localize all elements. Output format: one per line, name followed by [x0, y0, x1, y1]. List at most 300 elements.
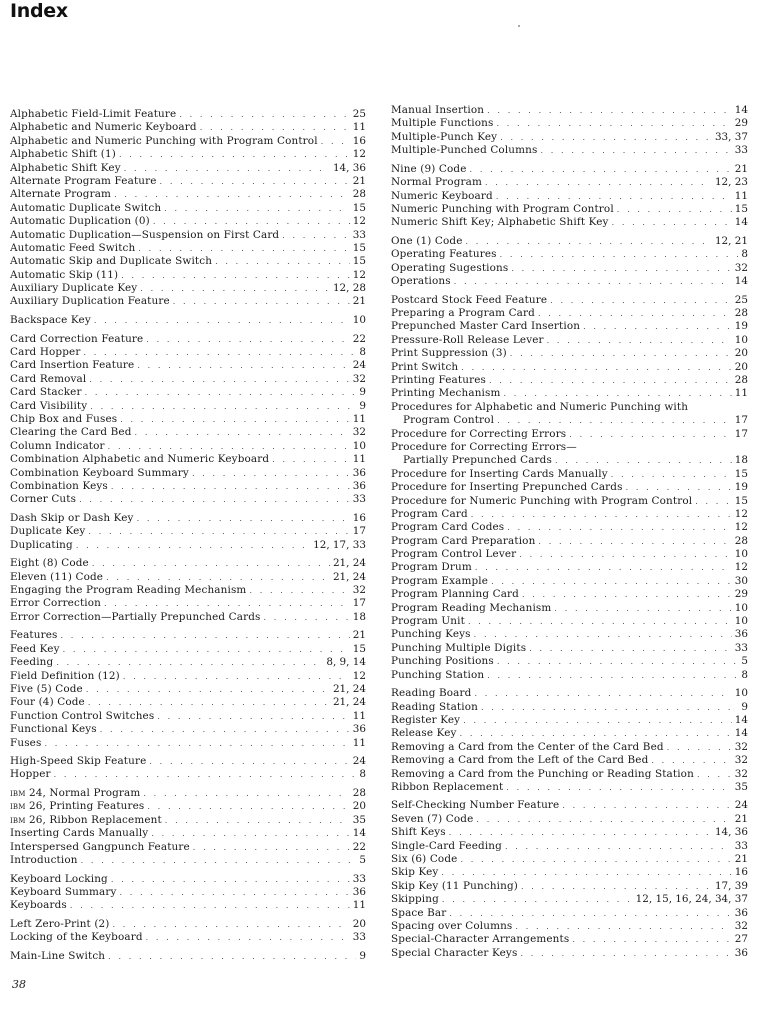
index-term: Procedures for Alphabetic and Numeric Punching with	[391, 400, 689, 413]
index-entry	[10, 175, 366, 188]
index-entry	[10, 584, 366, 597]
page-references: 20	[734, 347, 748, 360]
index-term: Punching Multiple Digits	[391, 641, 527, 654]
dot-leader	[200, 121, 350, 134]
index-entry	[10, 571, 366, 584]
index-entry	[391, 262, 748, 275]
dot-leader	[468, 615, 732, 628]
page-references: 21	[734, 812, 748, 825]
dot-leader	[611, 468, 732, 481]
index-term: Auxiliary Duplication Feature	[10, 295, 170, 308]
index-entry	[391, 714, 748, 727]
page-references: 32	[734, 261, 748, 274]
index-term: Functional Keys	[10, 723, 97, 736]
dot-leader	[695, 495, 732, 508]
index-term: Keyboard Summary	[10, 885, 117, 898]
index-entry	[391, 454, 748, 467]
index-term: Spacing over Columns	[391, 919, 513, 932]
index-entry	[391, 548, 748, 561]
dot-leader	[460, 853, 731, 866]
page-references: 14	[734, 216, 748, 229]
index-entry	[10, 242, 366, 255]
index-term: Register Key	[391, 713, 461, 726]
page-references: 12	[352, 268, 366, 281]
index-term: Automatic Skip and Duplicate Switch	[10, 255, 213, 268]
dot-leader	[192, 467, 350, 480]
dot-leader	[111, 873, 350, 886]
index-term: Combination Keys	[10, 479, 108, 492]
dot-leader	[510, 347, 732, 360]
index-term: Error Correction—Partially Prepunched Cards	[10, 610, 261, 623]
index-entry	[10, 918, 366, 931]
index-entry	[391, 741, 748, 754]
page-references: 21	[352, 295, 366, 308]
dot-leader	[612, 216, 732, 229]
dot-leader	[497, 655, 739, 668]
index-entry	[10, 696, 366, 709]
dot-leader	[157, 710, 349, 723]
page-references: 8	[359, 768, 366, 781]
index-entry	[391, 117, 748, 130]
index-entry	[10, 931, 366, 944]
page-references: 14	[734, 275, 748, 288]
dot-leader	[272, 453, 350, 466]
page-references: 11	[352, 121, 366, 134]
index-term: Punching Station	[391, 668, 485, 681]
page-references: 18	[352, 610, 366, 623]
index-entry	[391, 669, 748, 682]
index-term: Skipping	[391, 893, 439, 906]
page-references: 14	[734, 727, 748, 740]
index-entry	[10, 557, 366, 570]
index-term: Release Key	[391, 727, 457, 740]
index-entry	[391, 701, 748, 714]
index-entry	[391, 481, 748, 494]
index-entry	[10, 314, 366, 327]
page-references: 28	[352, 787, 366, 800]
index-entry	[391, 428, 748, 441]
dot-leader	[538, 307, 732, 320]
dot-leader	[94, 314, 350, 327]
dot-leader	[519, 548, 731, 561]
index-entry	[391, 387, 748, 400]
index-term: Program Card Codes	[391, 521, 505, 534]
index-term: Skip Key (11 Punching)	[391, 879, 518, 892]
index-term: Card Removal	[10, 372, 87, 385]
dot-leader	[471, 508, 732, 521]
index-entry	[10, 413, 366, 426]
dot-leader	[88, 696, 330, 709]
index-term: Alternate Program	[10, 188, 112, 201]
page-references: 16	[352, 134, 366, 147]
index-entry	[10, 899, 366, 912]
page-references: 19	[734, 481, 748, 494]
page-references: 11	[352, 736, 366, 749]
index-term-continuation: Program Control	[403, 414, 495, 427]
dot-leader	[120, 413, 350, 426]
index-letter-group	[10, 557, 366, 624]
index-term: Automatic Duplication (0)	[10, 215, 150, 228]
index-entry	[391, 655, 748, 668]
page-references: 16	[734, 866, 748, 879]
dot-leader	[160, 175, 350, 188]
page-references: 14	[734, 104, 748, 116]
dot-leader	[124, 162, 330, 175]
index-letter-group	[10, 873, 366, 913]
page-references: 20	[352, 917, 366, 930]
page-references: 21, 24	[332, 696, 366, 709]
dot-leader	[529, 642, 732, 655]
index-term: Alphabetic Field-Limit Feature	[10, 108, 177, 120]
index-term: Interspersed Gangpunch Feature	[10, 840, 190, 853]
dot-leader	[583, 320, 732, 333]
dot-leader	[321, 135, 350, 148]
dot-leader	[100, 723, 350, 736]
page-references: 9	[359, 949, 366, 962]
index-entry	[391, 307, 748, 320]
page-references: 8	[741, 668, 748, 681]
index-term: Removing a Card from the Left of the Card Bed	[391, 754, 649, 767]
index-entry	[391, 727, 748, 740]
index-entry	[10, 453, 366, 466]
page-references: 24	[352, 359, 366, 372]
page-references: 21, 24	[332, 557, 366, 570]
index-entry	[10, 814, 366, 827]
index-term: Auxiliary Duplicate Key	[10, 282, 138, 295]
index-entry	[391, 826, 748, 839]
index-term: ibm 26, Ribbon Replacement	[10, 813, 162, 826]
scan-speck	[518, 25, 520, 27]
dot-leader	[667, 741, 732, 754]
dot-leader	[153, 215, 350, 228]
index-entry	[391, 840, 748, 853]
page-references: 15	[352, 241, 366, 254]
index-entry	[10, 683, 366, 696]
index-entry	[391, 144, 748, 157]
index-entry	[10, 768, 366, 781]
index-entry	[391, 687, 748, 700]
index-column-right	[391, 104, 748, 965]
dot-leader	[165, 814, 350, 827]
index-term: Single-Card Feeding	[391, 839, 502, 852]
index-term: Program Planning Card	[391, 588, 519, 601]
page-references: 22	[352, 840, 366, 853]
index-letter-group	[391, 235, 748, 289]
dot-leader	[173, 295, 350, 308]
page-references: 17	[352, 597, 366, 610]
index-term: Procedure for Inserting Prepunched Cards	[391, 481, 623, 494]
dot-leader	[540, 144, 731, 157]
dot-leader	[85, 386, 357, 399]
index-term: Printing Mechanism	[391, 387, 501, 400]
dot-leader	[538, 535, 731, 548]
page-references: 27	[734, 933, 748, 946]
dot-leader	[70, 899, 350, 912]
index-entry	[391, 131, 748, 144]
index-term: Alphabetic Shift (1)	[10, 148, 116, 161]
index-letter-group	[391, 163, 748, 230]
dot-leader	[121, 269, 350, 282]
index-entry	[10, 255, 366, 268]
page-references: 12	[734, 521, 748, 534]
dot-leader	[460, 727, 732, 740]
index-entry	[391, 176, 748, 189]
index-term: Printing Features	[391, 373, 486, 386]
dot-leader	[81, 854, 357, 867]
dot-leader	[476, 813, 731, 826]
page-references: 12	[352, 669, 366, 682]
index-entry	[10, 373, 366, 386]
dot-leader	[92, 557, 330, 570]
index-entry	[391, 275, 748, 288]
index-entry	[10, 800, 366, 813]
dot-leader	[76, 539, 310, 552]
dot-leader	[463, 714, 732, 727]
page-references: 9	[359, 386, 366, 399]
index-term: Fuses	[10, 736, 42, 749]
page-references: 36	[734, 628, 748, 641]
page-references: 12, 28	[332, 282, 366, 295]
page-references: 10	[352, 439, 366, 452]
index-entry	[10, 359, 366, 372]
page-references: 33	[734, 144, 748, 157]
index-term: Field Definition (12)	[10, 669, 120, 682]
dot-leader	[88, 525, 349, 538]
index-term-continuation: Partially Prepunched Cards	[403, 454, 552, 467]
page-references: 8	[741, 248, 748, 261]
page-references: 32	[352, 426, 366, 439]
page-references: 10	[734, 687, 748, 700]
index-term: Multiple Functions	[391, 117, 494, 130]
page-references: 21, 24	[332, 570, 366, 583]
index-entry	[391, 602, 748, 615]
index-letter-group	[10, 629, 366, 750]
dot-leader	[485, 176, 712, 189]
dot-leader	[554, 602, 731, 615]
index-term: Special Character Keys	[391, 946, 518, 959]
index-entry	[10, 188, 366, 201]
dot-leader	[151, 827, 349, 840]
index-entry	[10, 827, 366, 840]
index-letter-group	[10, 755, 366, 782]
dot-leader	[90, 400, 356, 413]
index-term: Program Example	[391, 574, 489, 587]
index-letter-group	[391, 687, 748, 794]
dot-leader	[555, 454, 732, 467]
dot-leader	[489, 374, 732, 387]
index-term: Procedure for Correcting Errors—	[391, 440, 577, 453]
index-entry-heading	[391, 441, 748, 454]
page-references: 11	[352, 453, 366, 466]
page-references: 22	[352, 332, 366, 345]
dot-leader	[497, 414, 732, 427]
dot-leader	[61, 629, 350, 642]
index-term: Card Correction Feature	[10, 332, 144, 345]
page-references: 12	[352, 148, 366, 161]
dot-leader	[617, 203, 732, 216]
dot-leader	[146, 931, 350, 944]
page-references: 20	[734, 360, 748, 373]
index-entry	[391, 414, 748, 427]
index-entry	[10, 202, 366, 215]
index-entry	[10, 656, 366, 669]
index-entry	[391, 468, 748, 481]
index-term: Removing a Card from the Punching or Reading Station	[391, 767, 694, 780]
index-entry	[391, 947, 748, 960]
index-term: Procedure for Inserting Cards Manually	[391, 467, 608, 480]
index-entry	[10, 493, 366, 506]
index-term: Manual Insertion	[391, 104, 485, 116]
dot-leader	[113, 918, 350, 931]
dot-leader	[466, 235, 712, 248]
page-references: 28	[734, 534, 748, 547]
page-references: 25	[352, 108, 366, 120]
page-references: 36	[734, 906, 748, 919]
dot-leader	[54, 768, 357, 781]
index-term: Pressure-Roll Release Lever	[391, 333, 544, 346]
dot-leader	[111, 480, 350, 493]
dot-leader	[520, 947, 731, 960]
index-entry	[391, 575, 748, 588]
index-entry	[391, 248, 748, 261]
dot-leader	[108, 440, 350, 453]
index-term: Numeric Punching with Program Control	[391, 202, 614, 215]
dot-leader	[474, 687, 731, 700]
dot-leader	[143, 787, 349, 800]
dot-leader	[264, 611, 350, 624]
index-entry	[10, 643, 366, 656]
page-references: 33	[352, 872, 366, 885]
dot-leader	[83, 346, 356, 359]
index-letter-group	[10, 950, 366, 963]
page-references: 36	[734, 946, 748, 959]
dot-leader	[442, 893, 633, 906]
index-entry	[391, 628, 748, 641]
dot-leader	[697, 768, 732, 781]
page-references: 32	[734, 919, 748, 932]
index-entry	[391, 799, 748, 812]
index-term: Punching Keys	[391, 628, 471, 641]
dot-leader	[506, 781, 731, 794]
index-entry	[10, 215, 366, 228]
page-references: 36	[352, 479, 366, 492]
page-references: 17	[734, 414, 748, 427]
index-term: Duplicate Key	[10, 525, 86, 538]
index-term: Program Card	[391, 507, 468, 520]
page-references: 32	[734, 767, 748, 780]
index-term: Column Indicator	[10, 439, 105, 452]
index-term: Error Correction	[10, 597, 101, 610]
page-references: 36	[352, 723, 366, 736]
index-entry	[10, 512, 366, 525]
index-entry	[10, 467, 366, 480]
dot-leader	[119, 886, 349, 899]
index-entry	[10, 841, 366, 854]
page-references: 5	[359, 854, 366, 867]
page-references: 15	[352, 642, 366, 655]
index-term: Prepunched Master Card Insertion	[391, 320, 581, 333]
index-term: Card Stacker	[10, 386, 82, 399]
index-entry	[391, 588, 748, 601]
index-entry	[10, 282, 366, 295]
index-term: Multiple-Punched Columns	[391, 144, 538, 157]
page-references: 24	[352, 755, 366, 768]
index-term: Features	[10, 629, 58, 642]
page-references: 15	[734, 202, 748, 215]
index-term: Print Suppression (3)	[391, 347, 507, 360]
index-letter-group	[10, 512, 366, 552]
index-entry	[10, 121, 366, 134]
page-references: 32	[352, 584, 366, 597]
page-references: 18	[734, 454, 748, 467]
page-references: 29	[734, 588, 748, 601]
page-references: 21	[734, 162, 748, 175]
index-entry	[10, 229, 366, 242]
index-term: Punching Positions	[391, 655, 494, 668]
dot-leader	[481, 701, 738, 714]
dot-leader	[249, 584, 349, 597]
index-entry	[391, 320, 748, 333]
page-references: 17, 39	[714, 879, 748, 892]
index-term: Program Control Lever	[391, 548, 517, 561]
page-references: 33	[352, 228, 366, 241]
index-entry	[10, 539, 366, 552]
dot-leader	[487, 104, 732, 117]
index-term: Shift Keys	[391, 826, 446, 839]
page-references: 29	[734, 117, 748, 130]
dot-leader	[522, 588, 732, 601]
page-references: 9	[741, 700, 748, 713]
page-references: 35	[734, 780, 748, 793]
index-entry	[391, 813, 748, 826]
index-entry	[10, 597, 366, 610]
index-entry	[391, 853, 748, 866]
dot-leader	[449, 907, 731, 920]
page-references: 15	[352, 201, 366, 214]
page-references: 35	[352, 813, 366, 826]
index-term: Postcard Stock Feed Feature	[391, 293, 548, 306]
index-entry	[10, 629, 366, 642]
index-entry	[10, 611, 366, 624]
dot-leader	[137, 512, 350, 525]
dot-leader	[56, 656, 323, 669]
page-references: 33	[352, 493, 366, 506]
dot-leader	[651, 754, 731, 767]
page-references: 12	[352, 215, 366, 228]
index-entry	[391, 294, 748, 307]
dot-leader	[487, 669, 738, 682]
index-term: Locking of the Keyboard	[10, 931, 143, 944]
dot-leader	[135, 426, 350, 439]
index-letter-group	[10, 918, 366, 945]
index-entry	[10, 135, 366, 148]
index-term: Introduction	[10, 854, 78, 867]
index-entry	[10, 873, 366, 886]
index-entry	[391, 920, 748, 933]
dot-leader	[521, 880, 712, 893]
index-entry	[391, 235, 748, 248]
index-entry	[391, 495, 748, 508]
dot-leader	[149, 755, 349, 768]
index-term: Four (4) Code	[10, 696, 85, 709]
index-entry	[391, 334, 748, 347]
index-term: Program Card Preparation	[391, 534, 536, 547]
dot-leader	[282, 229, 350, 242]
index-entry	[391, 374, 748, 387]
index-entry	[10, 480, 366, 493]
page-references: 28	[734, 373, 748, 386]
index-entry	[391, 781, 748, 794]
